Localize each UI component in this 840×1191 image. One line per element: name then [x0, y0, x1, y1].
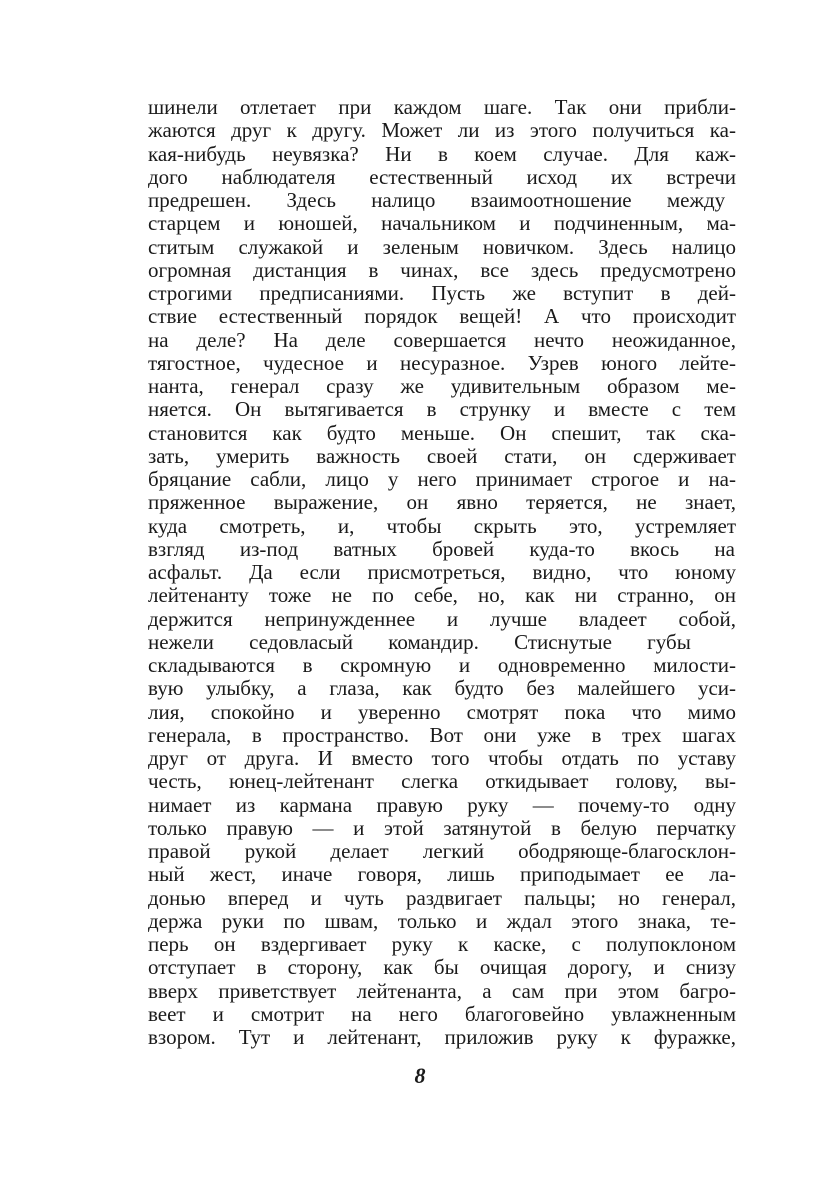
text-line: строгими предписаниями. Пусть же вступит в дей-	[148, 282, 736, 305]
text-line: держа руки по швам, только и ждал этого знака, те-	[148, 909, 736, 933]
text-line: генерала, в пространство. Вот они уже в трех шагах	[148, 723, 736, 747]
text-line: вверх приветствует лейтенанта, а сам при этом багро-	[148, 979, 736, 1003]
text-line: взором. Тут и лейтенант, приложив руку к фуражке,	[148, 1026, 736, 1049]
text-line: друг от друга. И вместо того чтобы отдать по уставу	[148, 747, 736, 770]
text-line: нимает из кармана правую руку — почему-то одну	[148, 793, 736, 817]
text-line: старцем и юношей, начальником и подчиненным, ма-	[148, 212, 736, 236]
text-line: правой рукой делает легкий ободряюще-благосклон-	[148, 840, 736, 863]
text-line: асфальт. Да если присмотреться, видно, что юному	[148, 561, 736, 584]
text-line: лейтенанту тоже не по себе, но, как ни странно, он	[148, 584, 736, 608]
text-line: зать, умерить важность своей стати, он сдерживает	[148, 444, 736, 468]
text-line: донью вперед и чуть раздвигает пальцы; но генерал,	[148, 886, 736, 910]
text-line: складываются в скромную и одновременно милости-	[148, 654, 736, 677]
text-line: пряженное выражение, он явно теряется, не знает,	[148, 491, 736, 515]
text-line: ститым служакой и зеленым новичком. Здесь налицо	[148, 235, 736, 259]
text-line: взгляд из-под ватных бровей куда-то вкось на	[148, 537, 735, 561]
text-line: нежели седовласый командир. Стиснутые губы	[148, 630, 691, 654]
text-line: только правую — и этой затянутой в белую перчатку	[148, 816, 736, 840]
text-line: ствие естественный порядок вещей! А что происходит	[148, 305, 736, 329]
text-line: предрешен. Здесь налицо взаимоотношение между	[148, 189, 726, 212]
text-line: бряцание сабли, лицо у него принимает строгое и на-	[148, 468, 736, 491]
page-number: 8	[414, 1063, 426, 1088]
text-line: тягостное, чудесное и несуразное. Узрев юного лейте-	[148, 351, 736, 375]
text-line: жаются друг к другу. Может ли из этого получиться ка-	[148, 119, 736, 143]
text-line: няется. Он вытягивается в струнку и вместе с тем	[148, 398, 736, 422]
text-line: перь он вздергивает руку к каске, с полупоклоном	[148, 933, 736, 956]
text-line: кая-нибудь неувязка? Ни в коем случае. Для каж-	[148, 142, 736, 166]
text-line: огромная дистанция в чинах, все здесь предусмотрено	[148, 258, 736, 282]
text-line: веет и смотрит на него благоговейно увлажненным	[148, 1002, 736, 1026]
text-line: становится как будто меньше. Он спешит, так ска-	[148, 421, 736, 445]
body-text	[148, 96, 736, 1049]
text-line: дого наблюдателя естественный исход их встречи	[148, 165, 736, 189]
text-line: нанта, генерал сразу же удивительным образом ме-	[148, 375, 736, 398]
text-line: на деле? На деле совершается нечто неожиданное,	[148, 328, 736, 352]
text-line: лия, спокойно и уверенно смотрят пока что мимо	[148, 700, 736, 724]
text-line: вую улыбку, а глаза, как будто без малейшего уси-	[148, 677, 736, 701]
text-line: держится непринужденнее и лучше владеет собой,	[148, 607, 736, 631]
text-line: честь, юнец-лейтенант слегка откидывает голову, вы-	[148, 770, 736, 794]
text-line: ный жест, иначе говоря, лишь приподымает ее ла-	[148, 863, 736, 887]
text-line: куда смотреть, и, чтобы скрыть это, устремляет	[148, 514, 736, 538]
text-line: шинели отлетает при каждом шаге. Так они прибли-	[148, 96, 736, 119]
text-line: отступает в сторону, как бы очищая дорогу, и снизу	[148, 956, 736, 980]
